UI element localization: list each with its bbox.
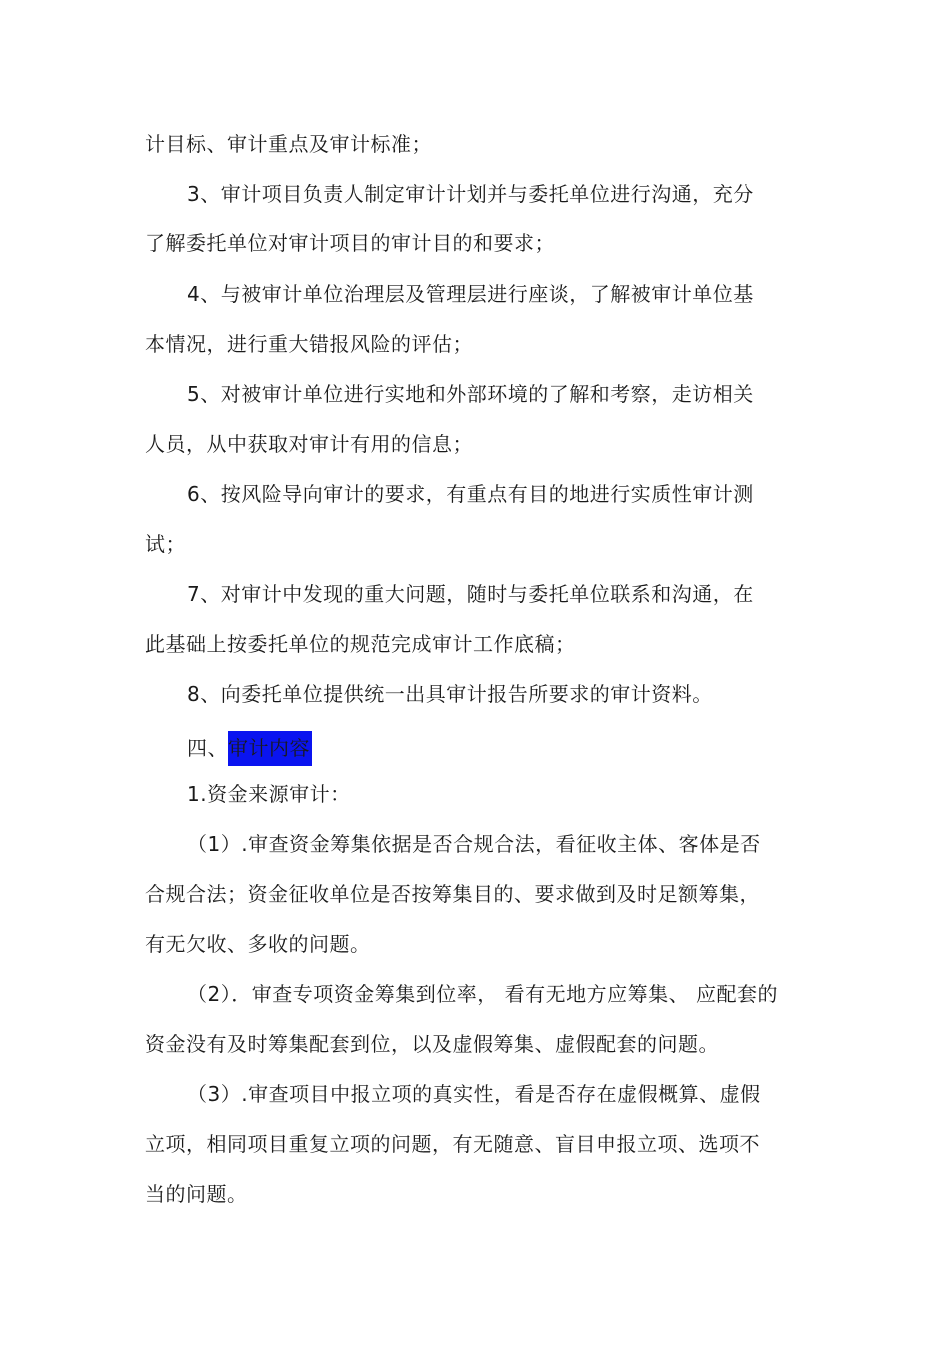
paragraph-line: 此基础上按委托单位的规范完成审计工作底稿； — [145, 632, 576, 656]
sub-item-2: （2）．审查专项资金筹集到位率， 看有无地方应筹集、 应配套的 — [187, 982, 778, 1006]
highlighted-section-title: 审计内容 — [228, 731, 312, 766]
paragraph-line: 了解委托单位对审计项目的审计目的和要求； — [145, 231, 555, 255]
list-item-7: 7、对审计中发现的重大问题，随时与委托单位联系和沟通，在 — [187, 582, 754, 606]
paragraph-line: 当的问题。 — [145, 1182, 248, 1206]
paragraph-line: 资金没有及时筹集配套到位，以及虚假筹集、虚假配套的问题。 — [145, 1032, 719, 1056]
paragraph-line: 有无欠收、多收的问题。 — [145, 932, 371, 956]
list-item-8: 8、向委托单位提供统一出具审计报告所要求的审计资料。 — [187, 682, 713, 706]
paragraph-line: 试； — [145, 532, 186, 556]
list-item-5: 5、对被审计单位进行实地和外部环境的了解和考察，走访相关 — [187, 382, 754, 406]
sub-item-3: （3）.审查项目中报立项的真实性，看是否存在虚假概算、虚假 — [187, 1082, 761, 1106]
paragraph-line: 合规合法；资金征收单位是否按筹集目的、要求做到及时足额筹集， — [145, 882, 760, 906]
subsection-heading: 1.资金来源审计： — [187, 782, 351, 806]
paragraph-line: 计目标、审计重点及审计标准； — [145, 132, 432, 156]
list-item-3: 3、审计项目负责人制定审计计划并与委托单位进行沟通，充分 — [187, 182, 754, 206]
paragraph-line: 人员，从中获取对审计有用的信息； — [145, 432, 473, 456]
paragraph-line: 立项，相同项目重复立项的问题，有无随意、盲目申报立项、选项不 — [145, 1132, 760, 1156]
list-item-6: 6、按风险导向审计的要求，有重点有目的地进行实质性审计测 — [187, 482, 754, 506]
section-heading — [187, 731, 312, 766]
section-heading-number: 四、 — [187, 736, 228, 760]
list-item-4: 4、与被审计单位治理层及管理层进行座谈，了解被审计单位基 — [187, 282, 754, 306]
paragraph-line: 本情况，进行重大错报风险的评估； — [145, 332, 473, 356]
sub-item-1: （1）.审查资金筹集依据是否合规合法，看征收主体、客体是否 — [187, 832, 761, 856]
